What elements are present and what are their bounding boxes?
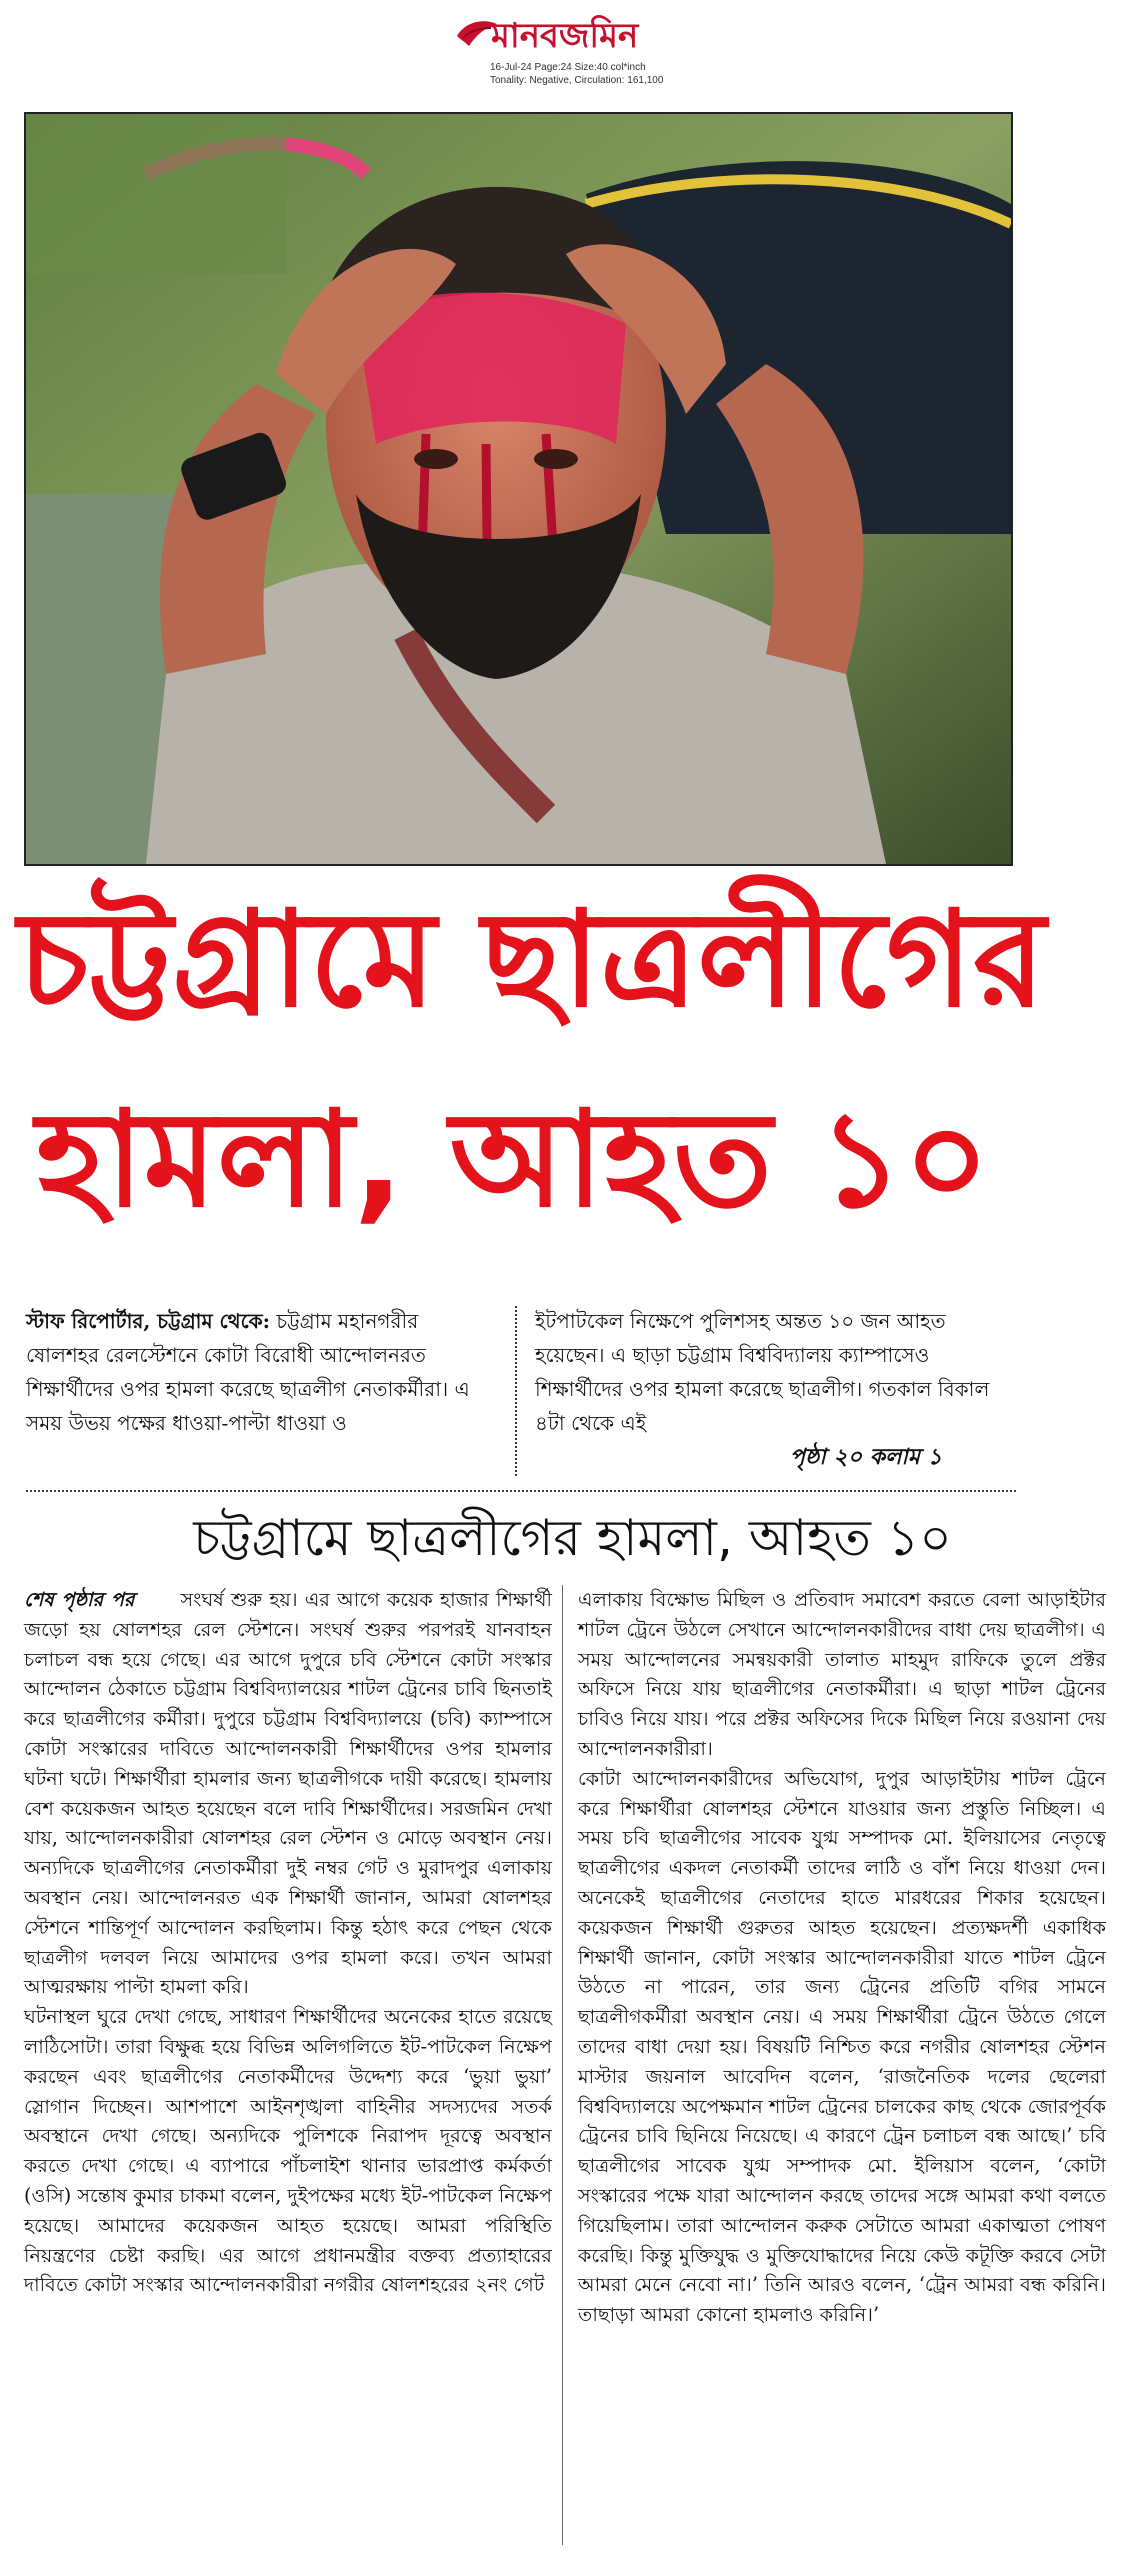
main-headline-line-2: হামলা, আহত ১০ — [36, 1083, 990, 1237]
clipping-meta-tonality: Tonality: Negative, Circulation: 161,100 — [490, 75, 664, 86]
injured-student-photo — [26, 114, 1011, 864]
lead-column-divider — [515, 1306, 517, 1476]
byline: স্টাফ রিপোর্টার, চট্টগ্রাম থেকে: — [26, 1309, 271, 1333]
newspaper-logo — [455, 10, 685, 60]
continuation-paragraph: ঘটনাস্থল ঘুরে দেখা গেছে, সাধারণ শিক্ষার্থীদের অনেকের হাতে রয়েছে লাঠিসোটা। তারা বিক্ষুব্ধ হয়ে বিভিন্ন অলিগলিতে ইট-পাটকেল নিক্ষেপ করছেন এবং ছাত্রলীগের নেতাকর্মীদের উদ্দেশ্য করে ‘ভুয়া ভুয়া’ স্লোগান দিচ্ছেন। আশপাশে আইনশৃঙ্খলা বাহিনীর সদস্যদের সতর্ক অবস্থানে দেখা গেছে। অন্যদিকে পুলিশকে নিরাপদ দূরত্বে অবস্থান করতে দেখা গেছে। এ ব্যাপারে পাঁচলাইশ থানার ভারপ্রাপ্ত কর্মকর্তা (ওসি) সন্তোষ কুমার চাকমা বলেন, দুইপক্ষের মধ্যে ইট-পাটকেল নিক্ষেপ হয়েছে। আমাদের কয়েকজন আহত হয়েছে। আমরা পরিস্থিতি নিয়ন্ত্রণের চেষ্টা করছি। এর আগে প্রধানমন্ত্রীর বক্তব্য প্রত্যাহারের দাবিতে কোটা সংস্কার আন্দোলনকারীরা নগরীর ষোলশহরের ২নং গেট — [24, 2005, 552, 2297]
news-photo — [24, 112, 1013, 866]
lead-right-column — [535, 1304, 1010, 1440]
lead-right-text: ইটপাটকেল নিক্ষেপে পুলিশসহ অন্তত ১০ জন আহত হয়েছেন। এ ছাড়া চট্টগ্রাম বিশ্ববিদ্যালয় ক্যাম্পাসেও শিক্ষার্থীদের ওপর হামলা করেছে ছাত্রলীগ। গতকাল বিকাল ৪টা থেকে এই — [535, 1309, 990, 1435]
logo-text: মানবজমিন — [491, 16, 639, 56]
continuation-right-column — [578, 1585, 1106, 2330]
continuation-marker: শেষ পৃষ্ঠার পর — [24, 1588, 135, 1611]
masthead — [0, 0, 1145, 100]
continuation-paragraph — [24, 1585, 552, 2002]
clipping-meta-date: 16-Jul-24 Page:24 Size:40 col*inch — [490, 62, 646, 73]
lead-left-column — [26, 1304, 496, 1440]
continuation-headline: চট্টগ্রামে ছাত্রলীগের হামলা, আহত ১০ — [193, 1509, 952, 1567]
section-separator — [26, 1490, 1016, 1492]
lead-left-text: চট্টগ্রাম মহানগরীর ষোলশহর রেলস্টেশনে কোটা বিরোধী আন্দোলনরত শিক্ষার্থীদের ওপর হামলা করেছে ছাত্রলীগ নেতাকর্মীরা। এ সময় উভয় পক্ষের ধাওয়া-পাল্টা ধাওয়া ও — [26, 1309, 470, 1435]
jump-reference: পৃষ্ঠা ২০ কলাম ১ — [790, 1444, 942, 1470]
continuation-left-column — [24, 1585, 552, 2300]
continuation-paragraph: এলাকায় বিক্ষোভ মিছিল ও প্রতিবাদ সমাবেশ করতে বেলা আড়াইটার শাটল ট্রেনে উঠলে সেখানে আন্দোলনকারীদের বাধা দেয় ছাত্রলীগ। এ সময় আন্দোলনের সমন্বয়কারী তালাত মাহমুদ রাফিকে তুলে প্রক্টর অফিসে নিয়ে যায় ছাত্রলীগের নেতাকর্মীরা। এ ছাড়া শাটল ট্রেনের চাবিও নিয়ে যায়। পরে প্রক্টর অফিসের দিকে মিছিল নিয়ে রওয়ানা দেয় আন্দোলনকারীরা। — [578, 1588, 1106, 1760]
body-column-divider — [562, 1585, 563, 2545]
paragraph-text: সংঘর্ষ শুরু হয়। এর আগে কয়েক হাজার শিক্ষার্থী জড়ো হয় ষোলশহর রেল স্টেশনে। সংঘর্ষ শুরুর পরপরই যানবাহন চলাচল বন্ধ হয়ে গেছে। এর আগে দুপুরে চবি স্টেশনে কোটা সংস্কার আন্দোলন ঠেকাতে চট্টগ্রাম বিশ্ববিদ্যালয়ের শাটল ট্রেনের চাবি ছিনতাই করে ছাত্রলীগের কর্মীরা। দুপুরে চট্টগ্রাম বিশ্ববিদ্যালয়ে (চবি) ক্যাম্পাসে কোটা সংস্কারের দাবিতে আন্দোলনকারী শিক্ষার্থীদের ওপর হামলার ঘটনা ঘটে। শিক্ষার্থীরা হামলার জন্য ছাত্রলীগকে দায়ী করেছে। হামলায় বেশ কয়েকজন আহত হয়েছেন বলে দাবি শিক্ষার্থীদের। সরজমিন দেখা যায়, আন্দোলনকারীরা ষোলশহর রেল স্টেশন ও মোড়ে অবস্থান নেয়। অন্যদিকে ছাত্রলীগের নেতাকর্মীরা দুই নম্বর গেট ও মুরাদপুর এলাকায় অবস্থান নেয়। আন্দোলনরত এক শিক্ষার্থী জানান, আমরা ষোলশহর স্টেশনে শান্তিপূর্ণ আন্দোলন করছিলাম। কিন্তু হঠাৎ করে পেছন থেকে ছাত্রলীগ দলবল নিয়ে আমাদের ওপর হামলা করে। তখন আমরা আত্মরক্ষায় পাল্টা হামলা করি। — [24, 1588, 552, 1999]
main-headline-line-1: চট্টগ্রামে ছাত্রলীগের — [18, 883, 1046, 1037]
continuation-paragraph: কোটা আন্দোলনকারীদের অভিযোগ, দুপুর আড়াইটায় শাটল ট্রেনে করে শিক্ষার্থীরা ষোলশহর স্টেশনে যাওয়ার জন্য প্রস্তুতি নিচ্ছিল। এ সময় চবি ছাত্রলীগের সাবেক যুগ্ম সম্পাদক মো. ইলিয়াসের নেতৃত্বে ছাত্রলীগের একদল নেতাকর্মী তাদের লাঠি ও বাঁশ নিয়ে ধাওয়া দেন। অনেকেই ছাত্রলীগের নেতাদের হাতে মারধরের শিকার হয়েছেন। কয়েকজন শিক্ষার্থী গুরুতর আহত হয়েছেন। প্রত্যক্ষদর্শী একাধিক শিক্ষার্থী জানান, কোটা সংস্কার আন্দোলনকারীরা যাতে শাটল ট্রেনে উঠতে না পারেন, তার জন্য ট্রেনের প্রতিটি বগির সামনে ছাত্রলীগকর্মীরা অবস্থান নেয়। এ সময় শিক্ষার্থীরা ট্রেনে উঠতে গেলে তাদের বাধা দেয়া হয়। বিষয়টি নিশ্চিত করে নগরীর ষোলশহর স্টেশন মাস্টার জয়নাল আবেদিন বলেন, ‘রাজনৈতিক দলের ছেলেরা বিশ্ববিদ্যালয়ে অপেক্ষমান শাটল ট্রেনের চালকের কাছ থেকে জোরপূর্বক ট্রেনের চাবি ছিনিয়ে নিয়েছে। এ কারণে ট্রেন চলাচল বন্ধ আছে।’ চবি ছাত্রলীগের সাবেক যুগ্ম সম্পাদক মো. ইলিয়াস বলেন, ‘কোটা সংস্কারের পক্ষে যারা আন্দোলন করছে তাদের সঙ্গে আমরা কথা বলতে গিয়েছিলাম। তারা আন্দোলন করুক সেটাতে আমরা একাত্মতা পোষণ করেছি। কিন্তু মুক্তিযুদ্ধ ও মুক্তিযোদ্ধাদের নিয়ে কেউ কটূক্তি করবে সেটা আমরা মেনে নেবো না।’ তিনি আরও বলেন, ‘ট্রেন আমরা বন্ধ করিনি। তাছাড়া আমরা কোনো হামলাও করিনি।’ — [578, 1766, 1106, 2327]
